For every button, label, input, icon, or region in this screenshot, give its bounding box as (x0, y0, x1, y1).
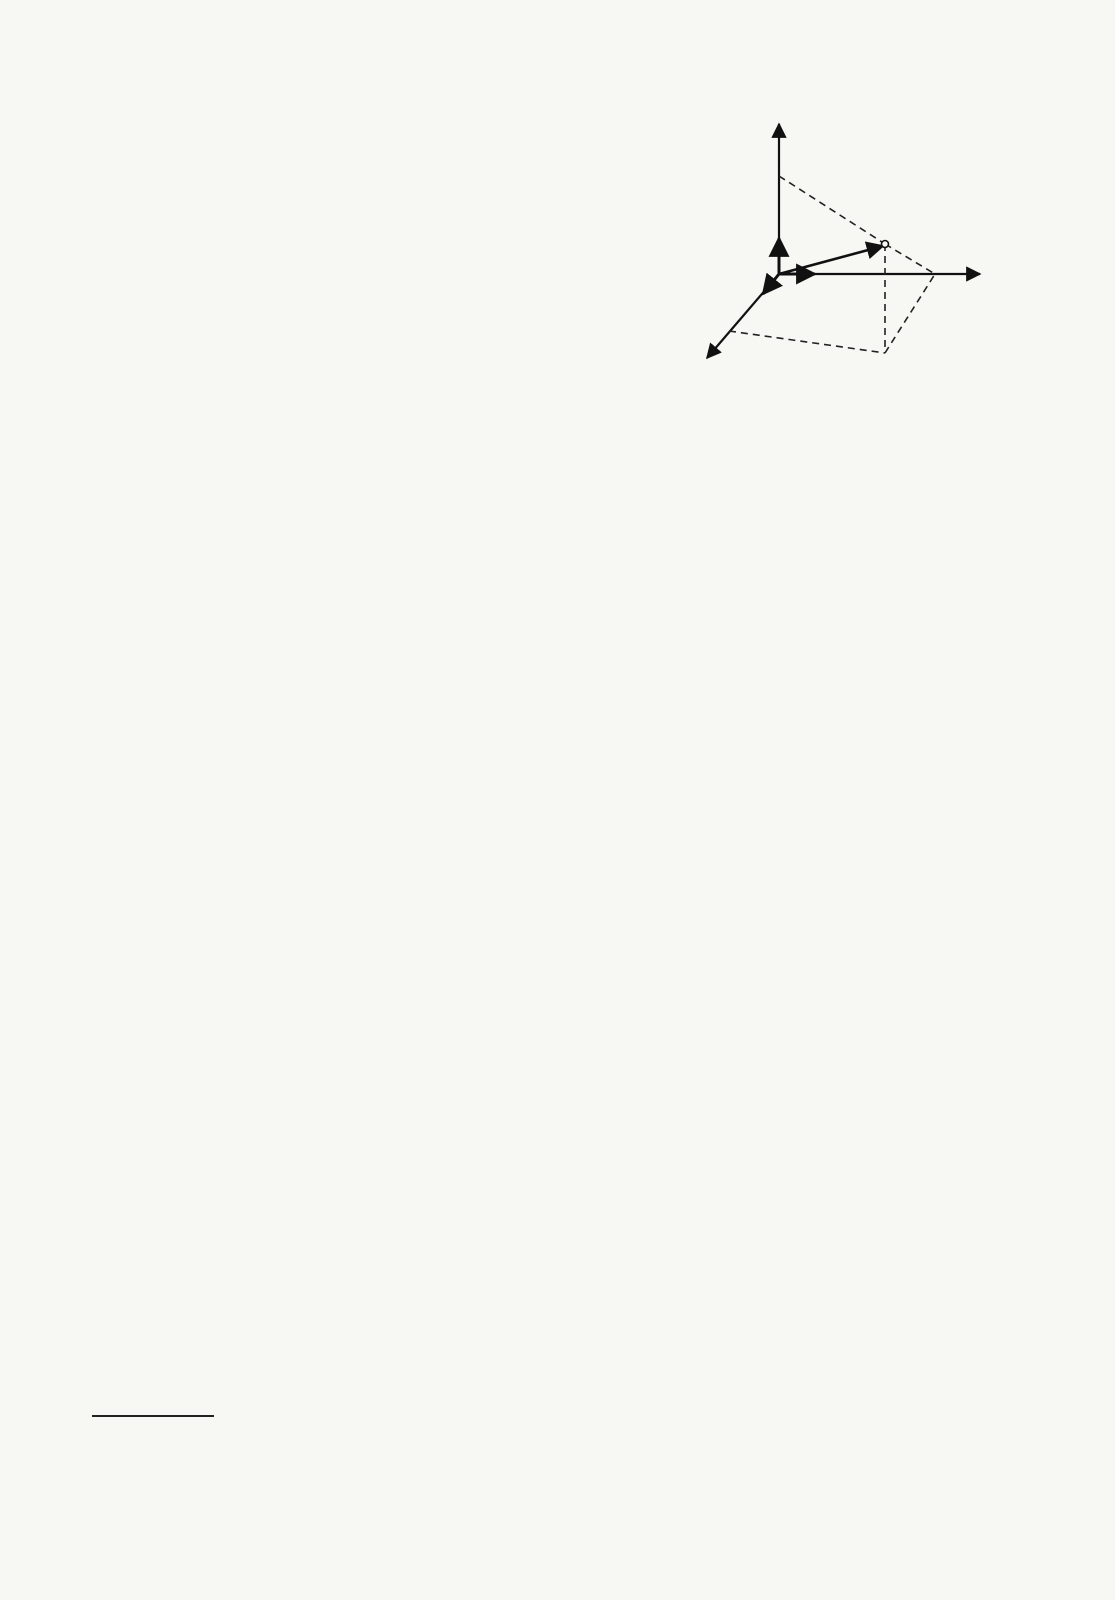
footnote-divider (92, 1415, 214, 1417)
text-with-figure (92, 74, 1025, 414)
dashed-construction-lines (729, 176, 935, 353)
body-text (92, 74, 1025, 414)
coordinate-system-diagram (625, 106, 1025, 406)
point-m (882, 241, 889, 248)
i-vector (763, 274, 779, 294)
r-vector (779, 246, 883, 274)
figure-1-1 (625, 106, 1025, 414)
